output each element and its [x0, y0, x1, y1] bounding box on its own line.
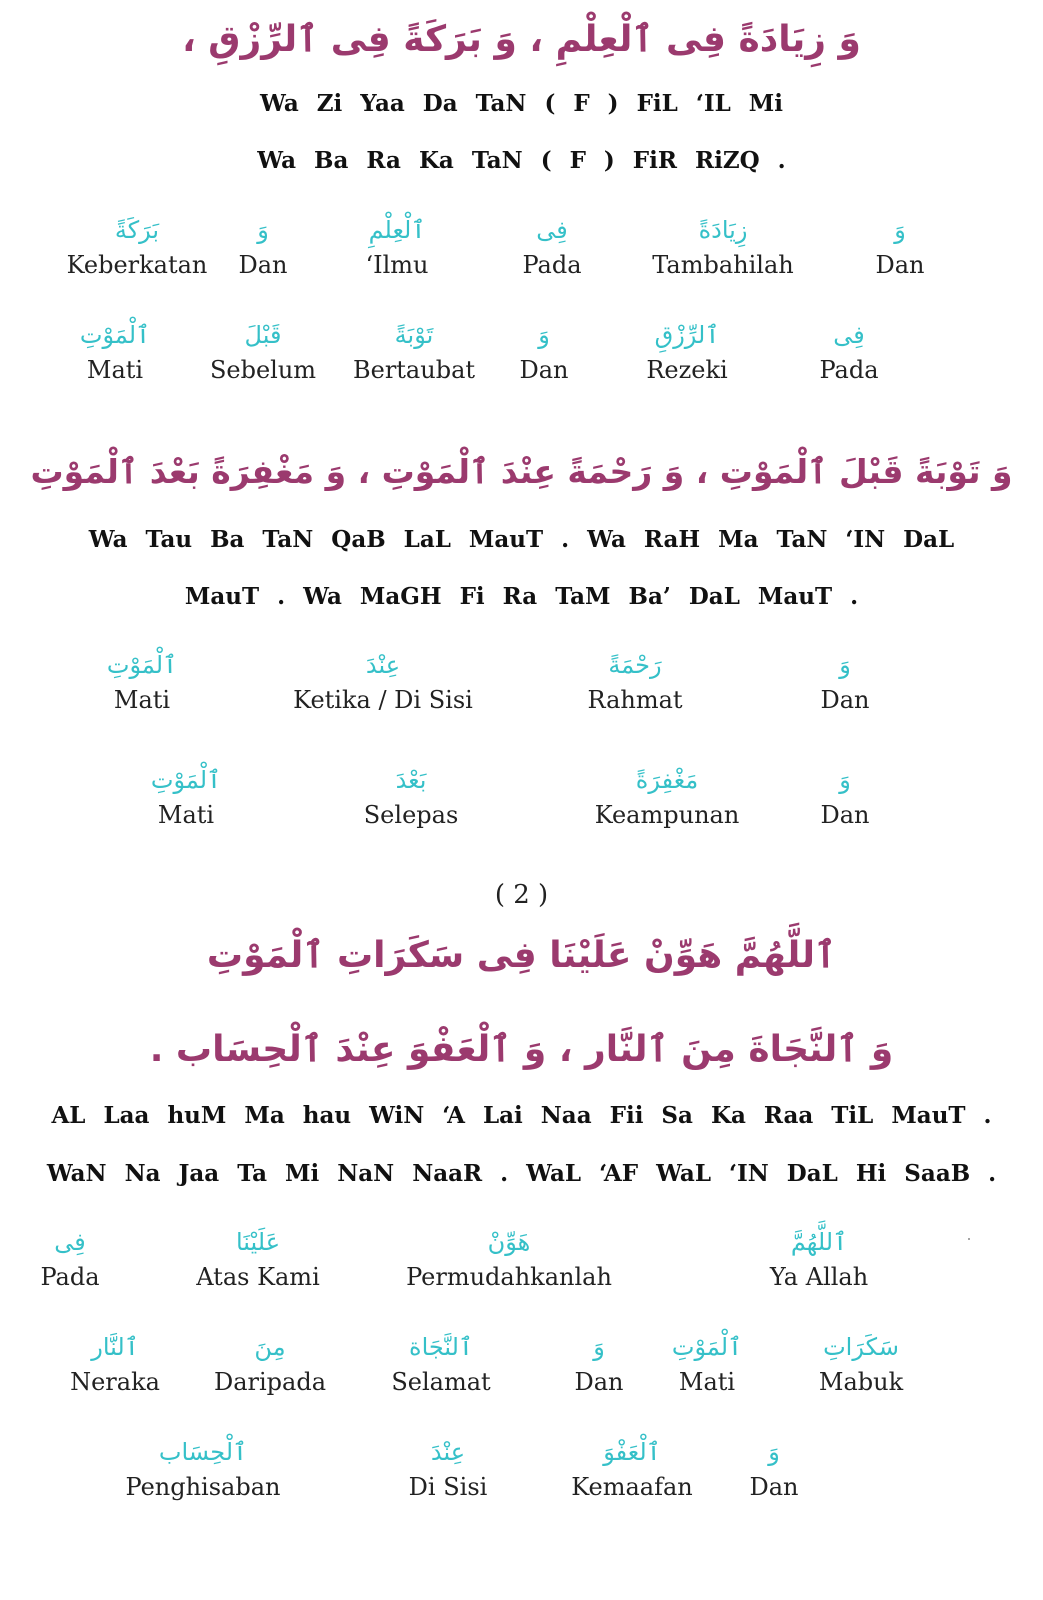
word-meaning: Bertaubat	[352, 356, 476, 384]
word-meaning: Keberkatan	[66, 251, 208, 279]
word-arabic: وَ	[593, 1333, 605, 1361]
word-arabic: ٱلْمَوْتِ	[79, 321, 151, 349]
word-arabic: ٱللَّهُمَّ	[790, 1228, 848, 1256]
word-meaning: Rahmat	[587, 686, 683, 714]
word-arabic: فِى	[833, 321, 865, 349]
transliteration-line-5: AL Laa huM Ma hau WiN ‘A Lai Naa Fii Sa Ka Raa TiL MauT .	[51, 1102, 992, 1129]
word-arabic: وَ	[538, 321, 550, 349]
word-item	[107, 645, 177, 715]
word-item	[366, 210, 429, 280]
word-arabic: ٱلْحِسَاب	[158, 1438, 248, 1466]
word-meaning: Dan	[519, 356, 569, 384]
word-item	[67, 210, 208, 280]
word-meaning: Pada	[522, 251, 582, 279]
arabic-verse-line-4: وَ ٱلنَّجَاةَ مِنَ ٱلنَّار ، وَ ٱلْعَفْوَ عِنْدَ ٱلْحِسَاب .	[149, 1029, 894, 1070]
word-meaning: Mati	[113, 686, 171, 714]
word-item	[353, 315, 475, 385]
word-arabic: ٱلنَّار	[91, 1333, 139, 1361]
word-arabic: وَ	[894, 216, 906, 244]
word-item	[571, 1432, 693, 1502]
word-arabic: ٱلنَّجَاة	[409, 1333, 473, 1361]
word-meaning: Rezeki	[646, 356, 728, 384]
word-arabic: رَحْمَةً	[608, 651, 662, 679]
word-item	[770, 1222, 868, 1292]
word-arabic: هَوِّنْ	[487, 1228, 531, 1256]
word-meaning: Dan	[875, 251, 925, 279]
transliteration-line-6: WaN Na Jaa Ta Mi NaN NaaR . WaL ‘AF WaL ‘IN DaL Hi SaaB .	[46, 1160, 997, 1187]
word-meaning: Selamat	[391, 1368, 491, 1396]
word-meaning: Keampunan	[594, 801, 740, 829]
word-arabic: ٱلْعَفْوَ	[603, 1438, 661, 1466]
word-arabic: ٱلرِّزْقِ	[654, 321, 720, 349]
word-meaning: Penghisaban	[125, 1473, 281, 1501]
word-arabic: بَعْدَ	[395, 766, 427, 794]
word-arabic: زِيَادَةً	[698, 216, 748, 244]
arabic-verse-line-2: وَ تَوْبَةً قَبْلَ ٱلْمَوْتِ ، وَ رَحْمَةً عِنْدَ ٱلْمَوْتِ ، وَ مَغْفِرَةً بَعْدَ ٱلْمَوْتِ	[30, 452, 1013, 491]
word-item	[80, 315, 150, 385]
transliteration-line-3: Wa Tau Ba TaN QaB LaL MauT . Wa RaH Ma TaN ‘IN DaL	[88, 526, 955, 553]
word-meaning: Sebelum	[209, 356, 317, 384]
transliteration-line-4: MauT . Wa MaGH Fi Ra TaM Ba’ DaL MauT .	[184, 583, 859, 610]
section-number: ( 2 )	[494, 880, 549, 910]
word-arabic: ٱلْعِلْمِ	[368, 216, 426, 244]
word-item	[875, 210, 924, 280]
word-item	[522, 210, 581, 280]
word-arabic: وَ	[839, 651, 851, 679]
word-meaning: Mabuk	[818, 1368, 904, 1396]
word-meaning: Pada	[40, 1263, 100, 1291]
word-item	[519, 315, 568, 385]
word-item	[595, 760, 740, 830]
arabic-verse-line-1: وَ زِيَادَةً فِى ٱلْعِلْمِ ، وَ بَرَكَةً فِى ٱلرِّزْقِ ،	[182, 19, 861, 60]
word-arabic: عِنْدَ	[430, 1438, 466, 1466]
word-item	[646, 315, 727, 385]
word-item	[40, 1222, 99, 1292]
word-item	[391, 1327, 490, 1397]
word-item	[672, 1327, 742, 1397]
word-meaning: Atas Kami	[196, 1263, 320, 1291]
word-item	[819, 1327, 903, 1397]
word-item	[406, 1222, 612, 1292]
word-meaning: Daripada	[213, 1368, 327, 1396]
arabic-verse-line-3: ٱللَّهُمَّ هَوِّنْ عَلَيْنَا فِى سَكَرَاتِ ٱلْمَوْتِ	[206, 935, 837, 976]
word-arabic: مَغْفِرَةً	[635, 766, 699, 794]
word-item	[70, 1327, 160, 1397]
word-meaning: Neraka	[70, 1368, 160, 1396]
word-arabic: ٱلْمَوْتِ	[150, 766, 222, 794]
word-meaning: Selepas	[363, 801, 459, 829]
stray-dot	[968, 1238, 970, 1240]
word-item	[409, 1432, 488, 1502]
word-meaning: Ya Allah	[769, 1263, 869, 1291]
word-arabic: وَ	[768, 1438, 780, 1466]
word-arabic: وَ	[839, 766, 851, 794]
word-arabic: ٱلْمَوْتِ	[106, 651, 178, 679]
word-arabic: مِنَ	[254, 1333, 286, 1361]
word-item	[364, 760, 459, 830]
word-item	[652, 210, 793, 280]
word-item	[749, 1432, 798, 1502]
transliteration-line-2: Wa Ba Ra Ka TaN ( F ) FiR RiZQ .	[257, 147, 786, 174]
word-meaning: Ketika / Di Sisi	[293, 686, 473, 714]
word-meaning: Tambahilah	[652, 251, 794, 279]
word-item	[196, 1222, 319, 1292]
word-meaning: Di Sisi	[408, 1473, 488, 1501]
word-arabic: ٱلْمَوْتِ	[671, 1333, 743, 1361]
word-item	[151, 760, 221, 830]
word-meaning: ‘Ilmu	[365, 251, 429, 279]
word-arabic: فِى	[54, 1228, 86, 1256]
word-arabic: تَوْبَةً	[394, 321, 434, 349]
word-arabic: وَ	[257, 216, 269, 244]
word-arabic: بَرَكَةً	[114, 216, 160, 244]
word-meaning: Kemaafan	[571, 1473, 693, 1501]
word-item	[574, 1327, 623, 1397]
word-arabic: عَلَيْنَا	[235, 1228, 281, 1256]
word-meaning: Dan	[820, 686, 870, 714]
word-item	[819, 315, 878, 385]
word-arabic: عِنْدَ	[365, 651, 401, 679]
word-item	[210, 315, 316, 385]
word-item	[214, 1327, 326, 1397]
word-meaning: Mati	[678, 1368, 736, 1396]
transliteration-line-1: Wa Zi Yaa Da TaN ( F ) FiL ‘IL Mi	[260, 90, 783, 117]
word-meaning: Mati	[86, 356, 144, 384]
word-meaning: Pada	[819, 356, 879, 384]
word-meaning: Dan	[820, 801, 870, 829]
word-arabic: فِى	[536, 216, 568, 244]
word-meaning: Dan	[574, 1368, 624, 1396]
word-meaning: Mati	[157, 801, 215, 829]
word-meaning: Permudahkanlah	[406, 1263, 612, 1291]
word-item	[293, 645, 473, 715]
word-meaning: Dan	[749, 1473, 799, 1501]
word-item	[238, 210, 287, 280]
word-item	[820, 645, 869, 715]
word-meaning: Dan	[238, 251, 288, 279]
word-item	[587, 645, 682, 715]
word-item	[820, 760, 869, 830]
word-item	[126, 1432, 281, 1502]
word-arabic: سَكَرَاتِ	[823, 1333, 899, 1361]
word-arabic: قَبْلَ	[244, 321, 282, 349]
